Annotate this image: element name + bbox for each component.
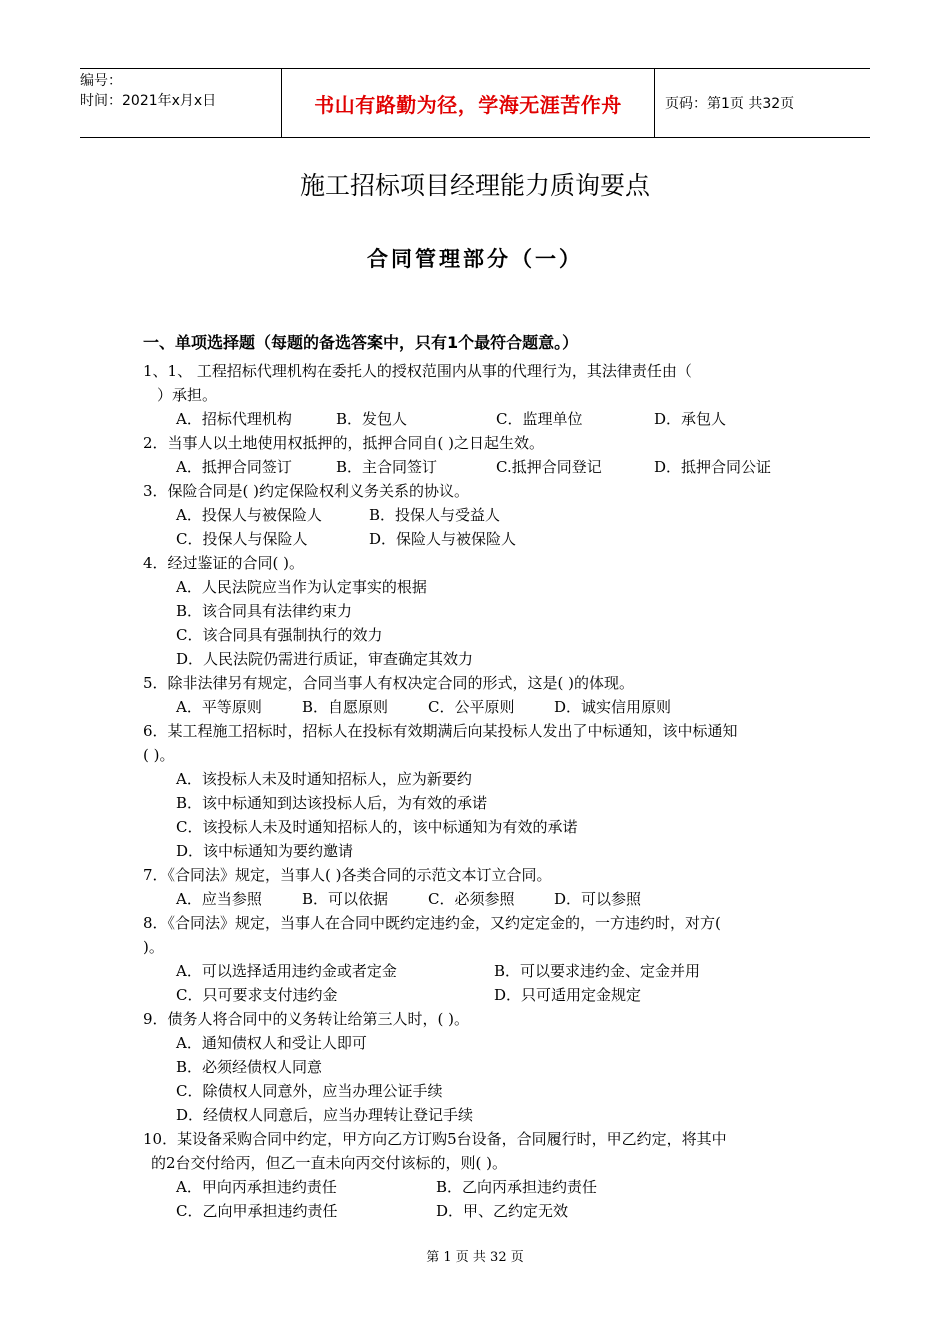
option-b: B．该合同具有法律约束力 (176, 602, 353, 620)
option-a: A．平等原则 (176, 698, 262, 716)
question-3 (143, 479, 813, 551)
option-d: D．甲、乙约定无效 (436, 1202, 569, 1220)
question-5 (143, 671, 813, 719)
question-text-cont: )。 (143, 938, 164, 956)
document-title: 施工招标项目经理能力质询要点 (299, 171, 650, 200)
option-a: A．通知债权人和受让人即可 (176, 1034, 367, 1052)
options (143, 407, 813, 431)
option-b: B．投保人与受益人 (369, 506, 501, 524)
option-b: B．可以要求违约金、定金并用 (494, 962, 701, 980)
header-number: 编号： (80, 73, 122, 89)
question-1 (143, 359, 813, 431)
page-header (80, 68, 870, 138)
option-c: C．除债权人同意外，应当办理公证手续 (176, 1082, 443, 1100)
question-text-cont: ( )。 (143, 746, 175, 764)
option-c: C．该合同具有强制执行的效力 (176, 626, 383, 644)
options (143, 455, 813, 479)
option-d: D．人民法院仍需进行质证，审查确定其效力 (176, 650, 474, 668)
question-text: 10．某设备采购合同中约定，甲方向乙方订购5台设备，合同履行时，甲乙约定，将其中 (143, 1130, 727, 1148)
header-page-info: 页码：第1页 共32页 (665, 96, 795, 112)
options-row-1 (143, 1175, 813, 1199)
question-text-cont: ）承担。 (157, 386, 218, 404)
question-text: 5．除非法律另有规定，合同当事人有权决定合同的形式，这是( )的体现。 (143, 674, 635, 692)
question-4 (143, 551, 813, 671)
option-c: C．乙向甲承担违约责任 (176, 1202, 338, 1220)
question-9 (143, 1007, 813, 1127)
header-meta (80, 69, 280, 139)
question-2 (143, 431, 813, 479)
question-6 (143, 719, 813, 863)
question-text: 4．经过鉴证的合同( )。 (143, 554, 305, 572)
option-c: C．该投标人未及时通知招标人的，该中标通知为有效的承诺 (176, 818, 578, 836)
option-b: B．该中标通知到达该投标人后，为有效的承诺 (176, 794, 488, 812)
question-text: 2．当事人以土地使用权抵押的，抵押合同自( )之日起生效。 (143, 434, 545, 452)
option-d: D．经债权人同意后，应当办理转让登记手续 (176, 1106, 474, 1124)
options-row-2 (143, 527, 813, 551)
option-b: B．必须经债权人同意 (176, 1058, 323, 1076)
header-date: 时间：2021年x月x日 (80, 93, 217, 109)
option-c: C．监理单位 (496, 410, 583, 428)
option-b: B．自愿原则 (302, 698, 389, 716)
option-d: D．抵押合同公证 (654, 458, 772, 476)
option-d: D．该中标通知为要约邀请 (176, 842, 354, 860)
option-d: D．诚实信用原则 (554, 698, 672, 716)
question-text: 7．《合同法》规定，当事人( )各类合同的示范文本订立合同。 (143, 866, 552, 884)
options-row-1 (143, 503, 813, 527)
option-a: A．人民法院应当作为认定事实的根据 (176, 578, 427, 596)
option-c: C．投保人与保险人 (176, 530, 308, 548)
option-d: D．承包人 (654, 410, 727, 428)
question-text-cont: 的2台交付给丙，但乙一直未向丙交付该标的，则( )。 (151, 1154, 508, 1172)
option-a: A．招标代理机构 (176, 410, 292, 428)
options-row-1 (143, 959, 813, 983)
option-d: D．保险人与被保险人 (369, 530, 517, 548)
question-8 (143, 911, 813, 1007)
option-b: B．乙向丙承担违约责任 (436, 1178, 598, 1196)
option-c: C．公平原则 (428, 698, 515, 716)
question-list (143, 331, 813, 1223)
option-c: C.抵押合同登记 (496, 458, 602, 476)
question-text: 1、1、 工程招标代理机构在委托人的授权范围内从事的代理行为，其法律责任由（ (143, 362, 692, 380)
option-b: B．主合同签订 (336, 458, 438, 476)
document-subtitle: 合同管理部分（一） (367, 247, 583, 271)
question-text: 9．债务人将合同中的义务转让给第三人时，( )。 (143, 1010, 470, 1028)
option-a: A．甲向丙承担违约责任 (176, 1178, 337, 1196)
question-7 (143, 863, 813, 911)
option-a: A．投保人与被保险人 (176, 506, 322, 524)
options-row-2 (143, 983, 813, 1007)
option-d: D．只可适用定金规定 (494, 986, 642, 1004)
option-a: A．该投标人未及时通知招标人，应为新要约 (176, 770, 472, 788)
question-text: 8．《合同法》规定，当事人在合同中既约定违约金，又约定定金的，一方违约时，对方( (143, 914, 721, 932)
option-c: C．只可要求支付违约金 (176, 986, 338, 1004)
options (143, 887, 813, 911)
question-text: 6．某工程施工招标时，招标人在投标有效期满后向某投标人发出了中标通知，该中标通知 (143, 722, 738, 740)
option-b: B．可以依据 (302, 890, 389, 908)
options-row-2 (143, 1199, 813, 1223)
section-heading: 一、单项选择题（每题的备选答案中，只有1个最符合题意。） (143, 333, 579, 352)
option-c: C．必须参照 (428, 890, 515, 908)
option-a: A．抵押合同签订 (176, 458, 292, 476)
question-10 (143, 1127, 813, 1223)
option-d: D．可以参照 (554, 890, 642, 908)
options (143, 695, 813, 719)
header-motto-cell (281, 69, 655, 137)
header-motto: 书山有路勤为径，学海无涯苦作舟 (314, 92, 622, 117)
page-footer: 第 1 页 共 32 页 (426, 1250, 524, 1265)
option-a: A．可以选择适用违约金或者定金 (176, 962, 397, 980)
question-text: 3．保险合同是( )约定保险权利义务关系的协议。 (143, 482, 470, 500)
option-a: A．应当参照 (176, 890, 262, 908)
option-b: B．发包人 (336, 410, 408, 428)
